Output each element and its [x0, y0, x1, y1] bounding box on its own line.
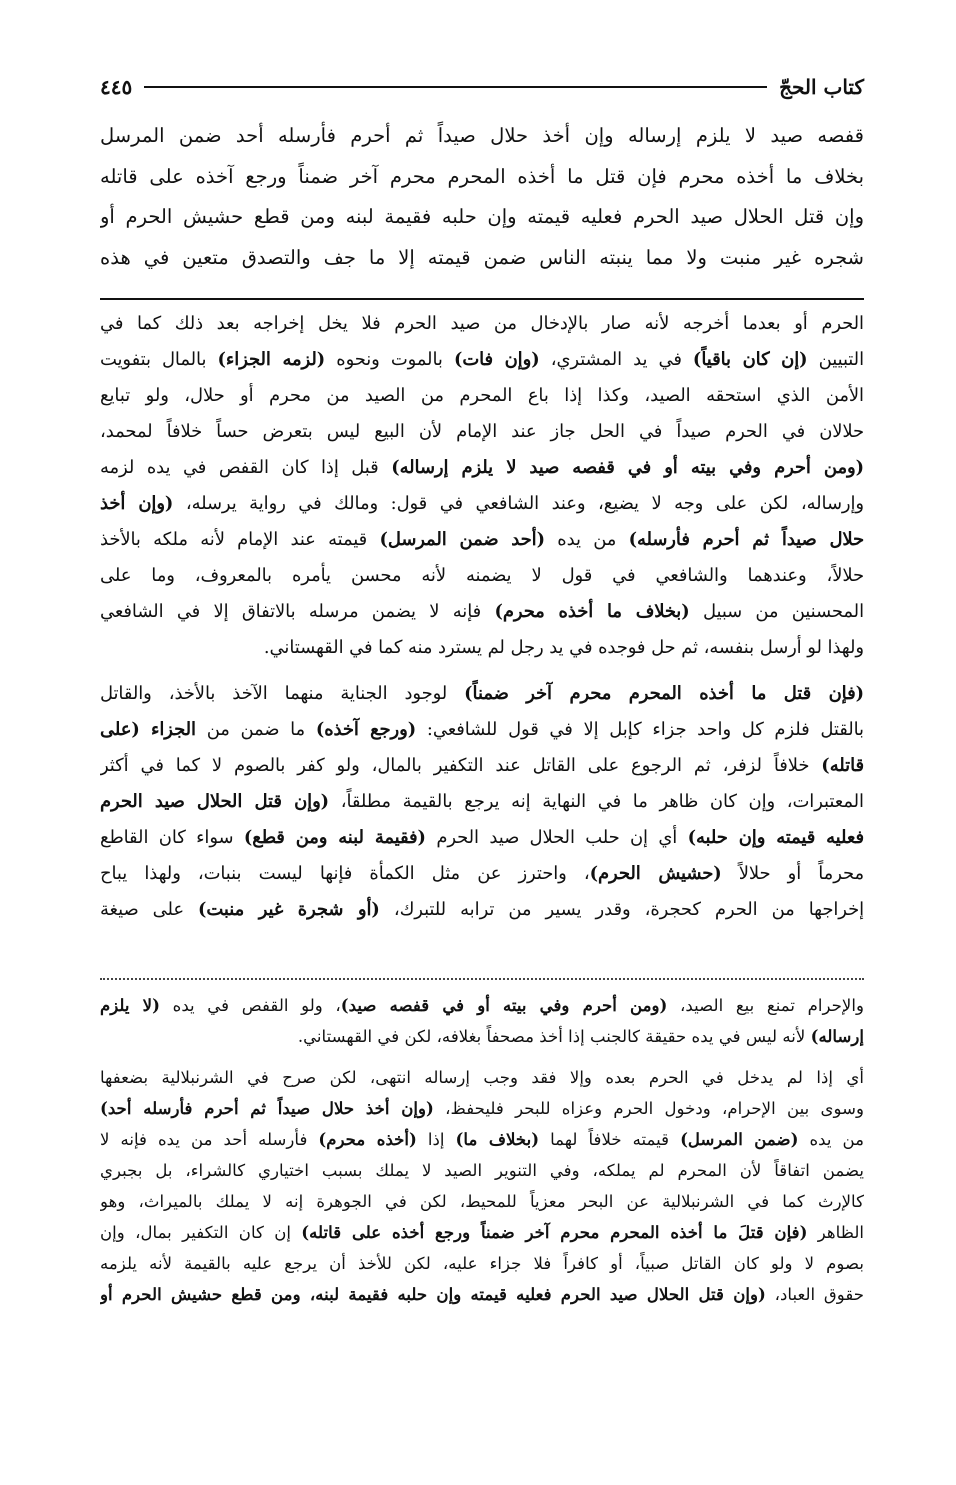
text-segment: من يده: [544, 529, 629, 550]
bold-segment: (فقيمة لبنه ومن قطع): [243, 827, 426, 848]
text-segment: ، ولو القفص في يده: [160, 996, 341, 1015]
text-segment: ، واحترز عن مثل الكمأة فإنها ليست بنبات، ولهذا يباح: [100, 863, 590, 884]
bold-segment: فعليه قيمته وإن حلبه): [687, 827, 864, 848]
text-line: [100, 486, 864, 522]
text-segment: ولهذا لو أرسل بنفسه، ثم حل فوجده في يد رجل لم يسترد منه كما في القهستاني.: [263, 637, 864, 658]
text-line: [100, 748, 864, 784]
bold-segment: الجزاء (على: [100, 719, 196, 740]
text-segment: أي إن حلب الحلال صيد الحرم: [425, 827, 688, 848]
running-header: [100, 72, 864, 102]
text-segment: وسوى بين الإحرام، ودخول الحرم وعزاه للبحر فليحفظ،: [433, 1099, 864, 1118]
text-line: [100, 306, 864, 342]
text-segment: على صيغة: [100, 899, 198, 920]
text-segment: سواء كان القاطع: [100, 827, 244, 848]
text-segment: المحسنين من سبيل: [689, 601, 864, 622]
bold-segment: (وإن فات): [453, 349, 540, 370]
text-segment: قفصه صيد لا يلزم إرساله وإن أخذ حلال صيداً ثم أحرم فأرسله أحد ضمن المرسل: [100, 124, 864, 147]
text-segment: بالموت ونحوه: [325, 349, 454, 370]
bold-segment: (لزمه الجزاء): [217, 349, 326, 370]
text-line: [100, 157, 864, 198]
text-segment: حقوق العباد،: [765, 1285, 864, 1304]
text-segment: التبيين: [807, 349, 864, 370]
text-line: [100, 342, 864, 378]
text-segment: من يده: [798, 1130, 864, 1149]
text-segment: المعتبرات، وإن كان ظاهر ما في النهاية إنه يرجع بالقيمة مطلقاً،: [329, 791, 864, 812]
paragraph-gap: [100, 1052, 864, 1062]
text-segment: يضمن اتفاقاً لأن المحرم لم يملكه، وفي التنوير الصيد لا يملك بسبب اختياري كالشراء، بل بجبري: [100, 1161, 864, 1180]
text-line: [100, 116, 864, 157]
bold-segment: (بخلاف ما): [455, 1129, 540, 1149]
text-line: [100, 784, 864, 820]
text-line: [100, 1217, 864, 1248]
text-segment: شجره غير منبت ولا مما ينبته الناس ضمن قيمته إلا ما جف والتصدق متعين في هذه: [100, 245, 864, 269]
dotted-divider: [100, 978, 864, 980]
text-line: [100, 1124, 864, 1155]
text-segment: أي إذا لم يدخل في الحرم بعده وإلا فقد وجب إرساله انتهى، لكن صرح في الشرنبلالية بضعفها: [100, 1068, 864, 1087]
text-segment: حلالاً، وعندهما والشافعي في قول لا يضمنه لأنه محسن يأمره بالمعروف، وما على: [100, 565, 864, 586]
text-line: [100, 856, 864, 892]
bold-segment: (ومن أحرم وفي بيته أو في قفصه صيد لا يلزم إرساله): [391, 457, 864, 478]
text-segment: والإحرام تمنع بيع الصيد،: [667, 996, 864, 1015]
paragraph-gap: [100, 666, 864, 676]
text-segment: بالمال بتفويت: [100, 349, 218, 370]
text-line: [100, 892, 864, 928]
text-segment: إذا: [416, 1130, 456, 1149]
text-line: [100, 1248, 864, 1279]
bold-segment: إرساله): [810, 1026, 864, 1046]
text-segment: بصوم لا ولو كان القاتل صبياً، أو كافراً فلا جزاء عليه، لكن للأخذ أن يرجع عليه بالقيمة لأنه يلزمه: [100, 1254, 864, 1273]
chapter-title: كتاب الحجّ: [779, 75, 864, 99]
bold-segment: (حشيش الحرم): [589, 863, 722, 884]
commentary-upper: [100, 306, 864, 928]
text-segment: لوجود الجناية منهما الآخذ بالأخذ، والقاتل: [100, 683, 465, 704]
header-rule: [144, 86, 767, 88]
text-segment: الظاهر: [807, 1223, 864, 1242]
bold-segment: (وإن قتل الحلال صيد الحرم: [100, 791, 330, 812]
text-line: [100, 676, 864, 712]
text-line: [100, 238, 864, 279]
text-line: [100, 712, 864, 748]
text-segment: ما ضمن من: [195, 719, 316, 740]
bold-segment: (بخلاف ما أخذه محرم): [494, 601, 690, 622]
text-line: [100, 1186, 864, 1217]
bold-segment: (فإن قتل ما أخذه المحرم محرم آخر ضمناً): [464, 683, 864, 704]
bold-segment: (لا يلزم: [100, 995, 160, 1015]
bold-segment: (أخذه محرم): [318, 1129, 417, 1149]
text-line: [100, 197, 864, 238]
text-line: [100, 1155, 864, 1186]
text-segment: إن كان التكفير بمال، وإن: [100, 1223, 302, 1242]
text-line: [100, 1021, 864, 1052]
bold-segment: (وإن قتل الحلال صيد الحرم فعليه قيمته وإن حلبه فقيمة لبنه، ومن قطع حشيش الحرم أو: [100, 1284, 766, 1304]
bold-segment: حلال صيداً ثم أحرم فأرسله): [628, 529, 864, 550]
text-segment: بخلاف ما أخذه محرم فإن قتل ما أخذه المحرم محرم آخر ضمناً ورجع آخذه على قاتله: [100, 164, 864, 188]
main-text-divider: [100, 298, 864, 300]
text-line: [100, 990, 864, 1021]
text-line: [100, 1279, 864, 1310]
text-segment: فإنه لا يضمن مرسله بالاتفاق إلا في الشافعي: [100, 601, 495, 622]
text-line: [100, 630, 864, 666]
bold-segment: (وإن أخذ حلال صيداً ثم أحرم فأرسله أحد): [100, 1098, 434, 1118]
text-segment: محرماً أو حلالاً: [721, 863, 864, 884]
text-line: [100, 1093, 864, 1124]
text-segment: قيمته خلافاً لهما: [539, 1130, 681, 1149]
text-line: [100, 558, 864, 594]
text-line: [100, 414, 864, 450]
main-text: [100, 116, 864, 278]
text-segment: خلافاً لزفر، ثم الرجوع على القاتل عند التكفير بالمال، ولو كفر بالصوم لا كما في أكثر: [100, 755, 822, 776]
text-segment: فأرسله أحد من يده فإنه لا: [100, 1130, 319, 1149]
bold-segment: (أو شجرة غير منبت): [198, 899, 380, 920]
text-line: [100, 594, 864, 630]
bold-segment: (إن كان باقياً): [692, 349, 808, 370]
text-segment: وإرساله، لكن على وجه لا يضيع، وعند الشافعي في قول: ومالك في رواية يرسله،: [173, 493, 864, 514]
text-line: [100, 1062, 864, 1093]
text-segment: قبل إذا كان القفص في يده لزمه: [100, 457, 392, 478]
bold-segment: (ومن أحرم وفي بيته أو في قفصه صيد): [340, 995, 668, 1015]
bold-segment: قاتله): [821, 755, 864, 776]
text-segment: بالقتل فلزم كل واحد جزاء كإبل إلا في قول للشافعي:: [416, 719, 864, 740]
text-segment: في يد المشتري،: [539, 349, 693, 370]
commentary-lower: [100, 990, 864, 1310]
text-segment: الحرم أو بعدما أخرجه لأنه صار بالإدخال من صيد الحرم فلا يخل إخراجه بعد ذلك كما في: [100, 313, 864, 334]
bold-segment: (أحد ضمن المرسل): [379, 529, 545, 550]
bold-segment: (وإن أخذ: [100, 493, 174, 514]
text-segment: إخراجها من الحرم كحجرة، وقدر يسير من ترابه للتبرك،: [379, 899, 864, 920]
page-number: ٤٤٥: [100, 75, 133, 99]
text-segment: الأمن الذي استحقه الصيد، وكذا إذا باع المحرم من الصيد من محرم أو حلال، ولو تبايع: [100, 385, 864, 406]
bold-segment: (فإن قتلَ ما أخذه المحرم محرم آخر ضمناً ورجع أخذه على قاتله): [301, 1222, 808, 1242]
text-segment: لأنه ليس في يده حقيقة كالجنب إذا أخذ مصحفاً بغلافه، لكن في القهستاني.: [297, 1027, 811, 1046]
bold-segment: (ضمن المرسل): [680, 1129, 799, 1149]
text-line: [100, 378, 864, 414]
text-segment: قيمته عند الإمام لأنه ملكه بالأخذ: [100, 529, 380, 550]
text-line: [100, 450, 864, 486]
text-segment: كالإرث كما في الشرنبلالية عن البحر معزياً للمحيط، لكن في الجوهرة إنه لا يملك بالميراث، وهو: [100, 1192, 864, 1211]
text-segment: حلالان في الحرم صيداً في الحل جاز عند الإمام لأن البيع ليس بتعرض حساً خلافاً لمحمد،: [100, 421, 864, 442]
text-line: [100, 820, 864, 856]
text-line: [100, 522, 864, 558]
bold-segment: (ورجع آخذه): [315, 719, 417, 740]
text-segment: وإن قتل الحلال صيد الحرم فعليه قيمته وإن حلبه فقيمة لبنه ومن قطع حشيش الحرم أو: [100, 205, 864, 228]
